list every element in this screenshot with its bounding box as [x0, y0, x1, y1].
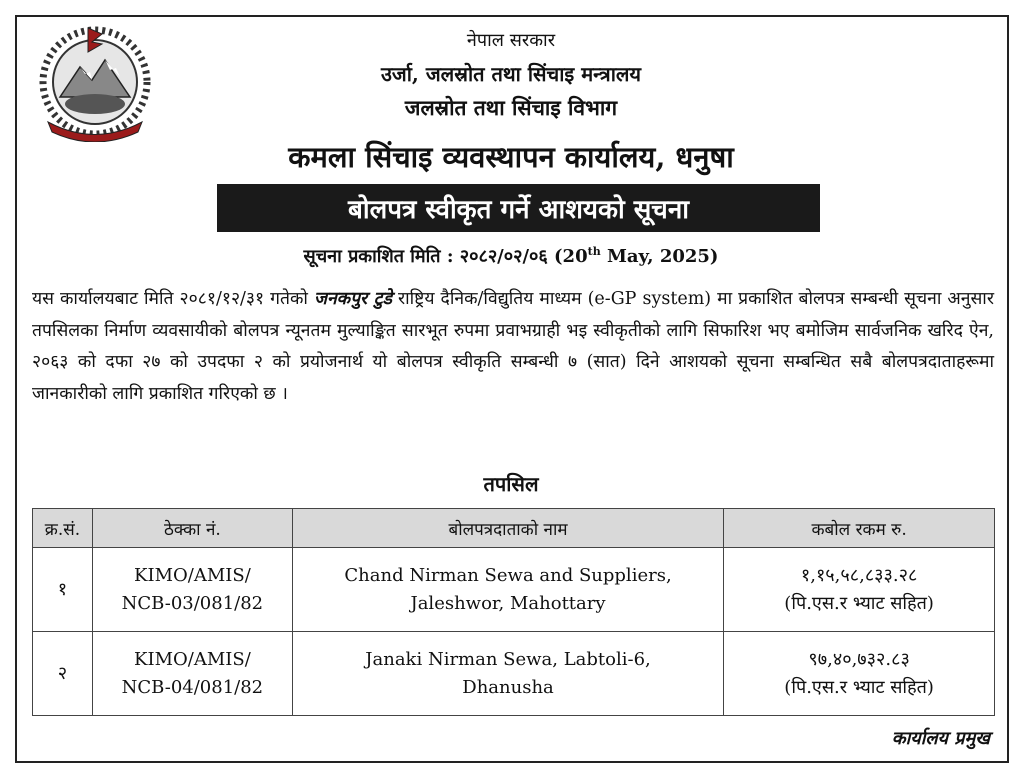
header-serial: क्र.सं.	[33, 509, 93, 548]
office-chief-signature: कार्यालय प्रमुख	[891, 728, 990, 749]
contract-cell: KIMO/AMIS/ NCB-04/081/82	[92, 632, 292, 716]
department-name: जलस्रोत तथा सिंचाइ विभाग	[404, 95, 618, 120]
bidder-cell: Janaki Nirman Sewa, Labtoli-6, Dhanusha	[292, 632, 723, 716]
office-name: कमला सिंचाइ व्यवस्थापन कार्यालय, धनुषा	[288, 140, 734, 174]
schedule-heading: तपसिल	[483, 472, 539, 496]
serial-cell: १	[33, 548, 93, 632]
header-amount: कबोल रकम रु.	[724, 509, 995, 548]
header-contract-no: ठेक्का नं.	[92, 509, 292, 548]
ministry-name: उर्जा, जलस्रोत तथा सिंचाइ मन्त्रालय	[380, 62, 642, 86]
table-header-row	[33, 509, 995, 548]
bid-schedule-table	[32, 508, 995, 716]
notice-title-banner	[217, 184, 820, 232]
newspaper-name: जनकपुर टुडे	[313, 289, 392, 309]
notice-body: यस कार्यालयबाट मिति २०८१/१२/३१ गतेको जनकपुर टुडे राष्ट्रिय दैनिक/विद्युतिय माध्यम (e-GP system) मा प्रकाशित बोलपत्र सम्बन्धी सूचना अनुसार तपसिलका निर्माण व्यवसायीको बोलपत्र न्यूनतम मुल्याङ्कित सारभूत रुपमा प्रवाभग्राही भइ स्वीकृतीको लागि सिफारिश भए बमोजिम सार्वजनिक खरिद ऐन, २०६३ को दफा २७ को उपदफा २ को प्रयोजनार्थ यो बोलपत्र स्वीकृति सम्बन्धी ७ (सात) दिने आशयको सूचना सम्बन्धित सबै बोलपत्रदाताहरूमा जानकारीको लागि प्रकाशित गरिएको छ ।	[32, 289, 994, 404]
serial-cell: २	[33, 632, 93, 716]
contract-cell: KIMO/AMIS/ NCB-03/081/82	[92, 548, 292, 632]
government-name: नेपाल सरकार	[466, 30, 556, 51]
header-bidder-name: बोलपत्रदाताको नाम	[292, 509, 723, 548]
amount-cell: ९७,४०,७३२.८३ (पि.एस.र भ्याट सहित)	[724, 632, 995, 716]
bidder-cell: Chand Nirman Sewa and Suppliers, Jaleshwor, Mahottary	[292, 548, 723, 632]
publication-date: सूचना प्रकाशित मिति : २०८२/०२/०६ (20th May, 2025)	[303, 245, 719, 267]
amount-cell: १,१५,५८,८३३.२८ (पि.एस.र भ्याट सहित)	[724, 548, 995, 632]
table-row	[33, 548, 995, 632]
table-row	[33, 632, 995, 716]
notice-title: बोलपत्र स्वीकृत गर्ने आशयको सूचना	[348, 195, 689, 225]
